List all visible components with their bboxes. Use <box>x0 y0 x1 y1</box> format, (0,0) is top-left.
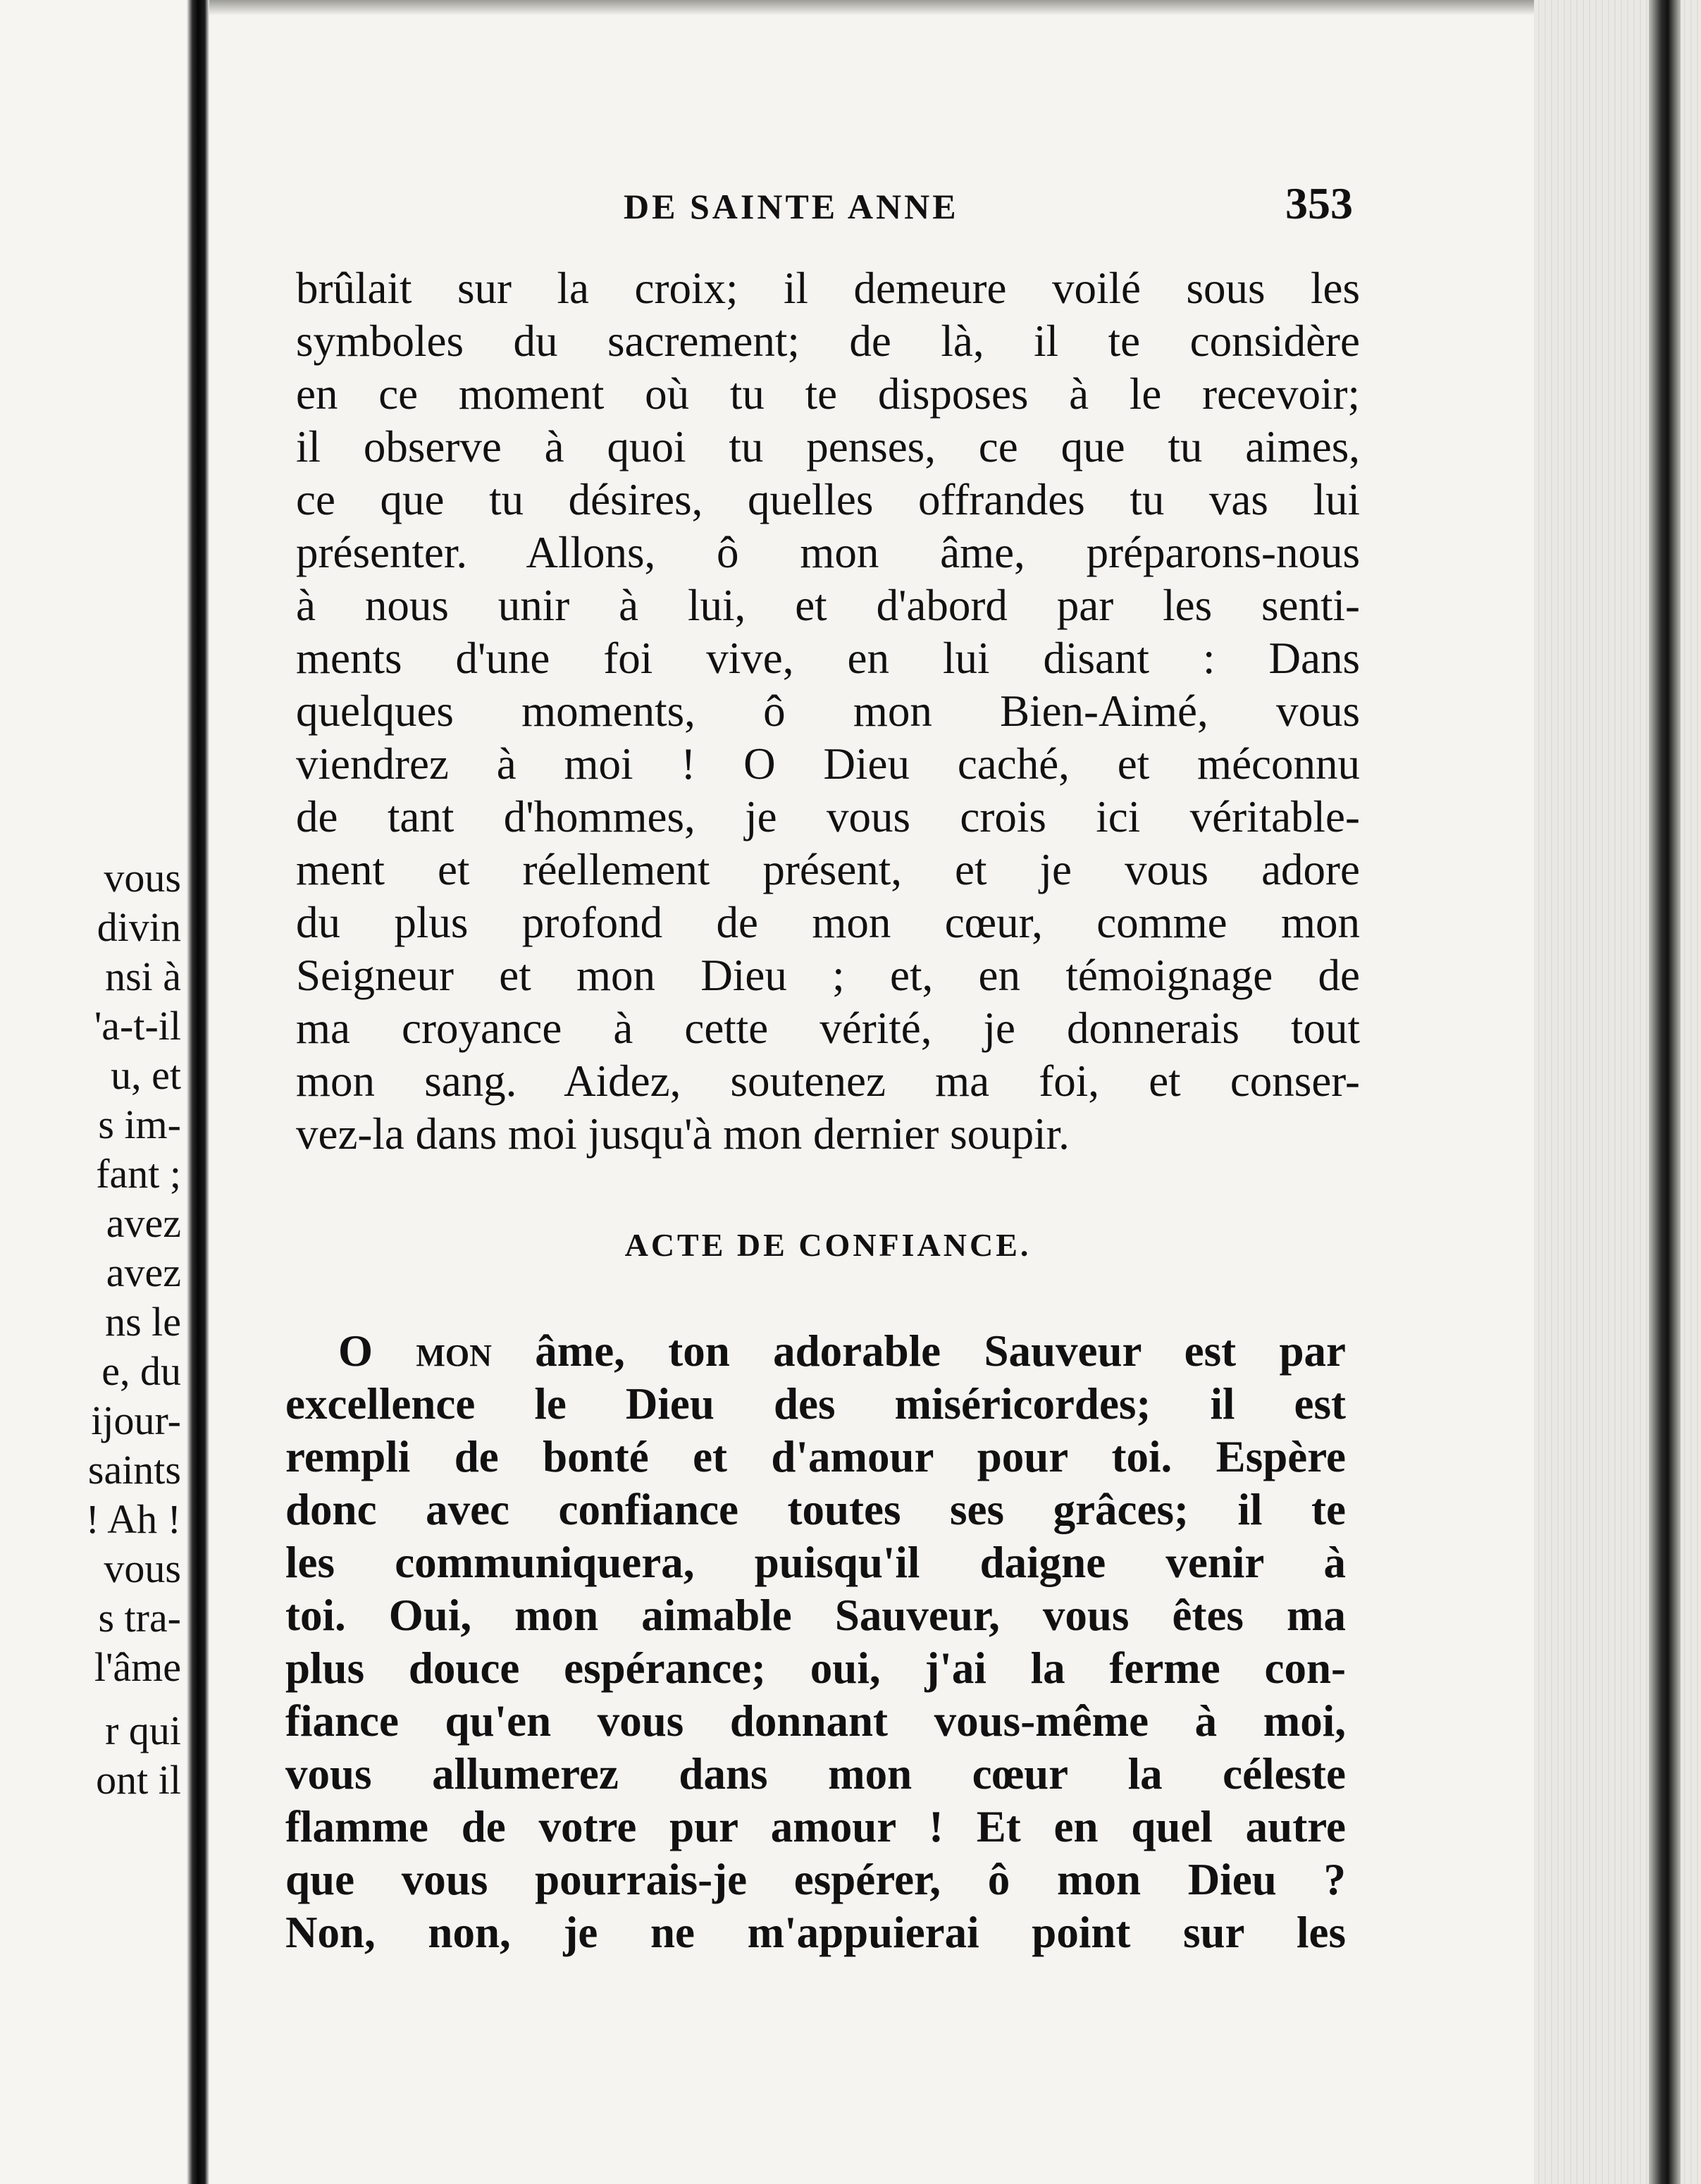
facing-page-fragment: e, du <box>101 1348 181 1394</box>
facing-page-fragment: ijour- <box>91 1398 181 1443</box>
facing-page-fragment: nsi à <box>105 954 181 999</box>
paragraph-2 <box>285 1325 1346 1959</box>
facing-page-fragment: s im- <box>98 1102 181 1147</box>
paragraph-line: Seigneur et mon Dieu ; et, en témoignage de <box>296 951 1360 1000</box>
paragraph-line: à nous unir à lui, et d'abord par les senti- <box>296 581 1360 630</box>
paragraph-line: mon sang. Aidez, soutenez ma foi, et conser- <box>296 1056 1360 1106</box>
facing-page-fragment: ! Ah ! <box>85 1496 181 1542</box>
facing-page-fragment: ont il <box>96 1757 181 1803</box>
paragraph-line: présenter. Allons, ô mon âme, préparons-nous <box>296 528 1360 577</box>
paragraph-line: flamme de votre pur amour ! Et en quel autre <box>285 1802 1346 1851</box>
paragraph-line: ments d'une foi vive, en lui disant : Dans <box>296 634 1360 683</box>
paragraph-line: ce que tu désires, quelles offrandes tu vas lui <box>296 475 1360 524</box>
paragraph-line: excellence le Dieu des miséricordes; il est <box>285 1379 1346 1429</box>
facing-page-fragment: l'âme <box>94 1644 181 1690</box>
facing-page-fragment: r qui <box>105 1708 181 1753</box>
paragraph-line: en ce moment où tu te disposes à le recevoir; <box>296 369 1360 419</box>
paragraph-line: du plus profond de mon cœur, comme mon <box>296 898 1360 947</box>
facing-page-fragment: s tra- <box>98 1595 181 1641</box>
paragraph-line: plus douce espérance; oui, j'ai la ferme con- <box>285 1643 1346 1693</box>
book-edge <box>1649 0 1681 2184</box>
facing-page-fragment: u, et <box>111 1052 181 1098</box>
facing-page <box>0 0 201 2184</box>
paragraph-line: rempli de bonté et d'amour pour toi. Espère <box>285 1432 1346 1481</box>
paragraph-line: viendrez à moi ! O Dieu caché, et méconnu <box>296 739 1360 789</box>
paragraph-line: quelques moments, ô mon Bien-Aimé, vous <box>296 686 1360 736</box>
facing-page-fragment: divin <box>97 904 181 950</box>
section-heading: ACTE DE CONFIANCE. <box>624 1227 1032 1263</box>
paragraph-line: vez-la dans moi jusqu'à mon dernier soupir. <box>296 1109 1070 1159</box>
paragraph-line: Non, non, je ne m'appuierai point sur les <box>285 1908 1346 1957</box>
paragraph-line: que vous pourrais-je espérer, ô mon Dieu ? <box>285 1855 1346 1904</box>
running-head: DE SAINTE ANNE <box>624 187 959 226</box>
page-number: 353 <box>1285 178 1353 228</box>
page-top-shadow <box>209 0 1701 16</box>
paragraph-line: vous allumerez dans mon cœur la céleste <box>285 1749 1346 1799</box>
paragraph-line: il observe à quoi tu penses, ce que tu aimes, <box>296 422 1360 471</box>
paragraph-1 <box>296 262 1360 1161</box>
paragraph-line: symboles du sacrement; de là, il te considère <box>296 316 1360 366</box>
paragraph-line: toi. Oui, mon aimable Sauveur, vous êtes ma <box>285 1591 1346 1640</box>
paragraph-line: de tant d'hommes, je vous crois ici véritable- <box>296 792 1360 841</box>
paragraph-line: les communiquera, puisqu'il daigne venir à <box>285 1538 1346 1587</box>
paragraph-line: donc avec confiance toutes ses grâces; il te <box>285 1485 1346 1534</box>
paragraph-line: brûlait sur la croix; il demeure voilé sous les <box>296 264 1360 313</box>
page-header <box>303 178 1353 234</box>
facing-page-fragment: ns le <box>105 1299 181 1345</box>
facing-page-fragment: avez <box>106 1200 181 1246</box>
paragraph-line: ment et réellement présent, et je vous adore <box>296 845 1360 894</box>
paragraph-line: O mon âme, ton adorable Sauveur est par <box>338 1326 1346 1376</box>
facing-page-fragment: saints <box>87 1447 181 1493</box>
facing-page-fragment: avez <box>106 1250 181 1295</box>
book-gutter <box>187 0 209 2184</box>
facing-page-fragment: 'a-t-il <box>94 1003 181 1049</box>
facing-page-fragment: fant ; <box>96 1151 181 1197</box>
paragraph-line: fiance qu'en vous donnant vous-même à moi, <box>285 1696 1346 1746</box>
facing-page-fragment: vous <box>104 855 181 901</box>
facing-page-fragment: vous <box>104 1546 181 1591</box>
paragraph-line: ma croyance à cette vérité, je donnerais tout <box>296 1004 1360 1053</box>
